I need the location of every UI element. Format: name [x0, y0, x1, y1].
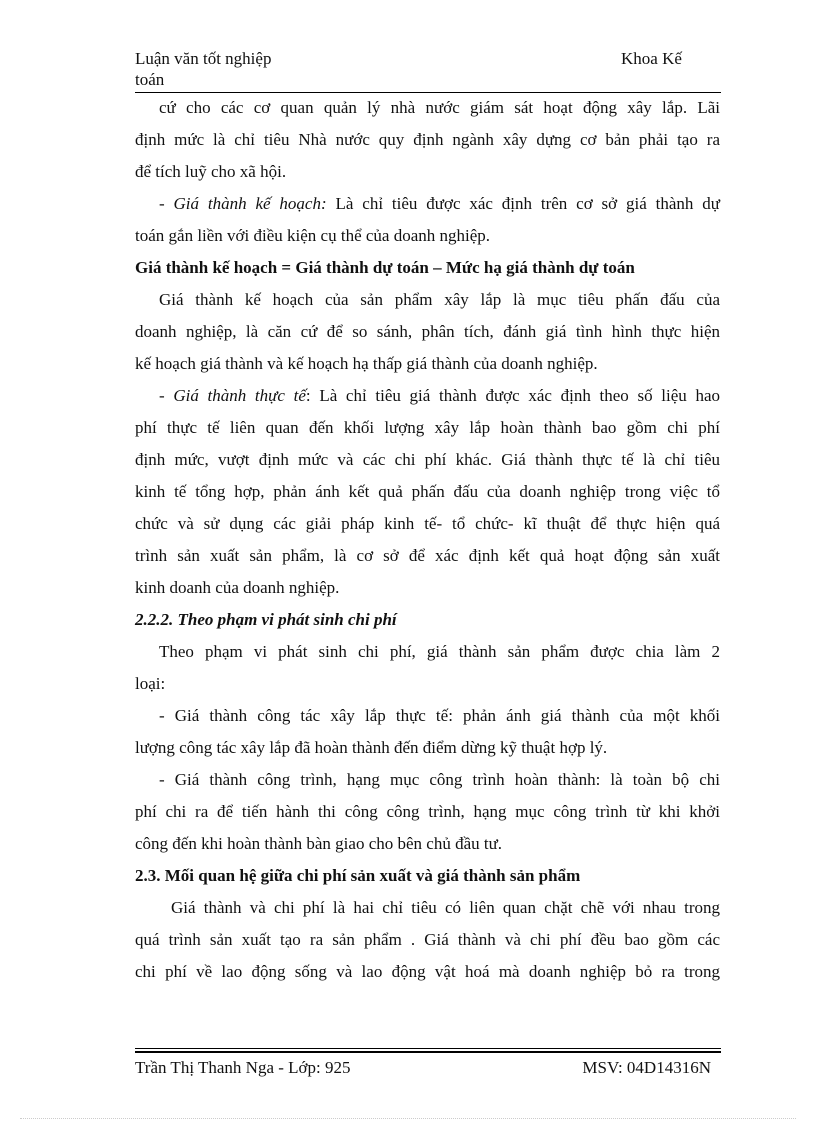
- term-actual-cost: Giá thành thực tế: [173, 386, 306, 405]
- text-line: Theo phạm vi phát sinh chi phí, giá thành sản phẩm được chia làm 2: [159, 642, 720, 661]
- text-line: cứ cho các cơ quan quản lý nhà nước giám sát hoạt động xây lắp. Lãi: [159, 98, 720, 117]
- footer-rule-thick: [135, 1051, 721, 1053]
- text-line: Giá thành và chi phí là hai chỉ tiêu có liên quan chặt chẽ với nhau trong: [171, 898, 720, 917]
- text-span: : Là chỉ tiêu giá thành được xác định theo số liệu hao: [305, 386, 720, 405]
- text-line: định mức, vượt định mức và các chi phí khác. Giá thành thực tế là chỉ tiêu: [135, 450, 720, 469]
- header-left-line2: toán: [135, 70, 165, 89]
- page-edge: [20, 1118, 796, 1119]
- section-heading-2-3: 2.3. Mối quan hệ giữa chi phí sản xuất và giá thành sản phẩm: [135, 866, 581, 885]
- text-line: loại:: [135, 674, 166, 693]
- text-line: phí chi ra để tiến hành thi công công trình, hạng mục công trình từ khi khởi: [135, 802, 720, 821]
- header-thesis-label: [135, 48, 335, 90]
- text-line: kinh doanh của doanh nghiệp.: [135, 578, 340, 597]
- footer-student-id: MSV: 04D14316N: [582, 1058, 711, 1077]
- text-line: Giá thành kế hoạch của sản phẩm xây lắp là mục tiêu phấn đấu của: [159, 290, 720, 309]
- text-line: định mức là chỉ tiêu Nhà nước quy định ngành xây dựng cơ bản phải tạo ra: [135, 130, 720, 149]
- dash: -: [159, 386, 174, 405]
- text-line: phí thực tế liên quan đến khối lượng xây lắp hoàn thành bao gồm chi phí: [135, 418, 720, 437]
- text-line: toán gắn liền với điều kiện cụ thể của doanh nghiệp.: [135, 226, 491, 245]
- text-line: trình sản xuất sản phẩm, là cơ sở để xác định kết quả hoạt động sản xuất: [135, 546, 720, 565]
- text-line: doanh nghiệp, là căn cứ để so sánh, phân tích, đánh giá tình hình thực hiện: [135, 322, 720, 341]
- text-span: Là chỉ tiêu được xác định trên cơ sở giá thành dự: [326, 194, 720, 213]
- formula-line: Giá thành kế hoạch = Giá thành dự toán – Mức hạ giá thành dự toán: [135, 258, 635, 277]
- section-heading-2-2-2: 2.2.2. Theo phạm vi phát sinh chi phí: [135, 610, 397, 629]
- footer-rule: [135, 1048, 721, 1049]
- text-line: lượng công tác xây lắp đã hoàn thành đến điểm dừng kỹ thuật hợp lý.: [135, 738, 608, 757]
- footer-author: Trần Thị Thanh Nga - Lớp: 925: [135, 1058, 351, 1077]
- dash: -: [159, 194, 174, 213]
- text-line: chức và sử dụng các giải pháp kinh tế- tổ chức- kĩ thuật để thực hiện quá: [135, 514, 720, 533]
- text-line: - Giá thành công trình, hạng mục công trình hoàn thành: là toàn bộ chi: [159, 770, 720, 789]
- header-left-line1: Luận văn tốt nghiệp: [135, 49, 272, 68]
- text-line: kinh tế tổng hợp, phản ánh kết quả phấn đấu của doanh nghiệp trong việc tổ: [135, 482, 720, 501]
- actual-cost-line: [135, 380, 720, 412]
- text-line: công đến khi hoàn thành bàn giao cho bên chủ đầu tư.: [135, 834, 503, 853]
- text-line: để tích luỹ cho xã hội.: [135, 162, 287, 181]
- text-line: - Giá thành công tác xây lắp thực tế: phản ánh giá thành của một khối: [159, 706, 720, 725]
- text-line: quá trình sản xuất tạo ra sản phẩm . Giá thành và chi phí đều bao gồm các: [135, 930, 720, 949]
- text-line: kế hoạch giá thành và kế hoạch hạ thấp giá thành của doanh nghiệp.: [135, 354, 598, 373]
- planned-cost-line: [135, 188, 720, 220]
- document-body: [135, 92, 720, 988]
- header-faculty-label: Khoa Kế: [621, 49, 682, 68]
- term-planned-cost: Giá thành kế hoạch:: [173, 194, 327, 213]
- text-line: chi phí về lao động sống và lao động vật hoá mà doanh nghiệp bỏ ra trong: [135, 962, 720, 981]
